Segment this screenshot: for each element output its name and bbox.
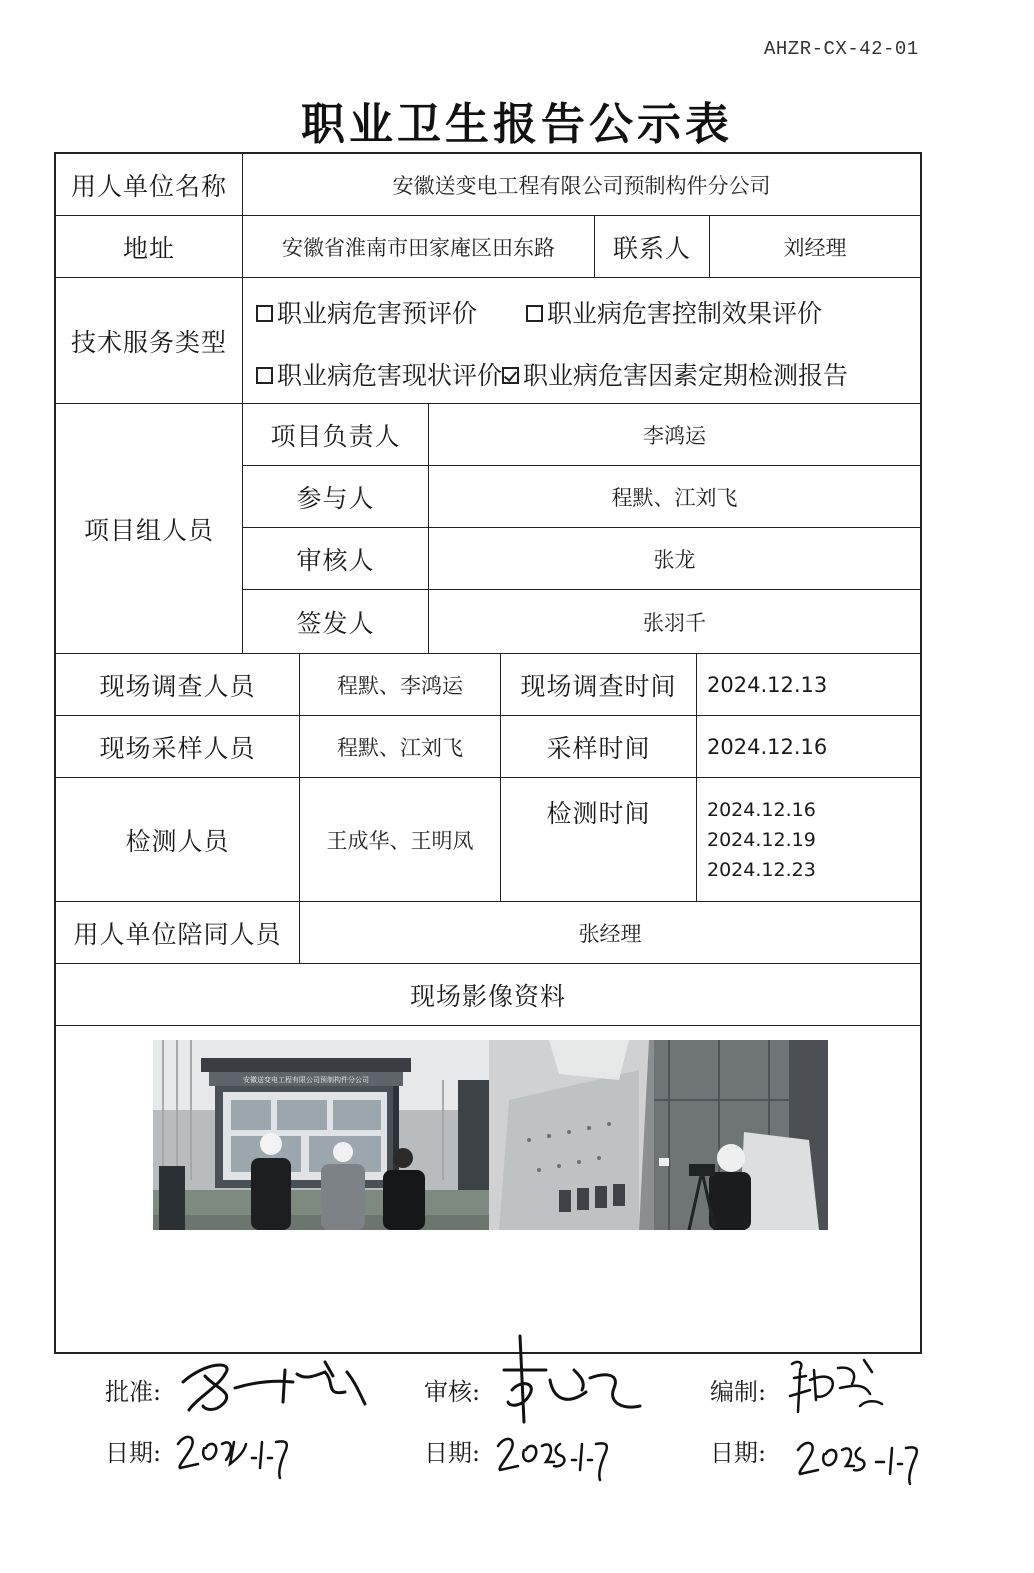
team-role: 签发人 [243, 590, 429, 654]
checkbox-icon[interactable] [256, 367, 273, 384]
approver-signature [175, 1352, 375, 1422]
team-role: 审核人 [243, 528, 429, 590]
date-label: 日期: [710, 1439, 767, 1467]
date-label: 日期: [424, 1439, 481, 1467]
testing-date: 2024.12.23 [707, 858, 816, 881]
photos-label: 现场影像资料 [56, 964, 920, 1026]
compiler-date-handwriting [792, 1428, 932, 1488]
sampling-time-value: 2024.12.16 [697, 716, 920, 778]
reviewer-date-handwriting [492, 1426, 622, 1486]
testing-time-label: 检测时间 [501, 778, 697, 902]
team-name: 李鸿运 [429, 404, 920, 466]
document-code: AHZR-CX-42-01 [764, 38, 919, 60]
address-value: 安徽省淮南市田家庵区田东路 [243, 216, 595, 278]
checkbox-checked-icon[interactable] [502, 367, 519, 384]
testing-label: 检测人员 [56, 778, 300, 902]
service-line-2 [256, 356, 848, 392]
service-type-label: 技术服务类型 [56, 278, 243, 404]
survey-time-value: 2024.12.13 [697, 654, 920, 716]
service-option-text: 职业病危害因素定期检测报告 [523, 361, 849, 390]
sampling-time-label: 采样时间 [501, 716, 697, 778]
team-label: 项目组人员 [56, 404, 243, 654]
page-title: 职业卫生报告公示表 [301, 99, 733, 150]
service-line-1 [256, 294, 822, 330]
escort-label: 用人单位陪同人员 [56, 902, 300, 964]
compiler-signature [780, 1350, 890, 1420]
testing-date: 2024.12.16 [707, 798, 816, 821]
service-option[interactable] [502, 356, 848, 392]
contact-label: 联系人 [595, 216, 710, 278]
contact-value: 刘经理 [710, 216, 920, 278]
address-label: 地址 [56, 216, 243, 278]
checkbox-icon[interactable] [256, 305, 273, 322]
survey-time-label: 现场调查时间 [501, 654, 697, 716]
date-label: 日期: [105, 1439, 162, 1467]
notice-board-heading: 安徽送变电工程有限公司预制构件分公司 [243, 1076, 369, 1084]
escort-value: 张经理 [300, 902, 920, 964]
sampling-value: 程默、江刘飞 [300, 716, 501, 778]
service-option-text: 职业病危害预评价 [277, 299, 478, 328]
survey-label: 现场调查人员 [56, 654, 300, 716]
checkbox-icon[interactable] [526, 305, 543, 322]
testing-value: 王成华、王明凤 [300, 778, 501, 902]
testing-dates [697, 778, 920, 902]
testing-date: 2024.12.19 [707, 828, 816, 851]
compile-label: 编制: [710, 1378, 767, 1406]
review-label: 审核: [424, 1378, 481, 1406]
approve-label: 批准: [105, 1378, 162, 1406]
sampling-label: 现场采样人员 [56, 716, 300, 778]
survey-value: 程默、李鸿运 [300, 654, 501, 716]
service-option[interactable] [256, 294, 526, 330]
team-name: 张羽千 [429, 590, 920, 654]
service-option-text: 职业病危害现状评价 [277, 361, 503, 390]
site-photo-group [153, 1040, 489, 1230]
team-role: 项目负责人 [243, 404, 429, 466]
employer-label: 用人单位名称 [56, 154, 243, 216]
service-option[interactable] [256, 356, 502, 392]
service-option[interactable] [526, 294, 822, 330]
team-role: 参与人 [243, 466, 429, 528]
employer-value: 安徽送变电工程有限公司预制构件分公司 [243, 154, 920, 216]
reviewer-signature [490, 1330, 650, 1430]
approver-date-handwriting [172, 1424, 302, 1484]
team-name: 张龙 [429, 528, 920, 590]
team-name: 程默、江刘飞 [429, 466, 920, 528]
service-option-text: 职业病危害控制效果评价 [547, 299, 823, 328]
site-photo-measurement [489, 1040, 828, 1230]
